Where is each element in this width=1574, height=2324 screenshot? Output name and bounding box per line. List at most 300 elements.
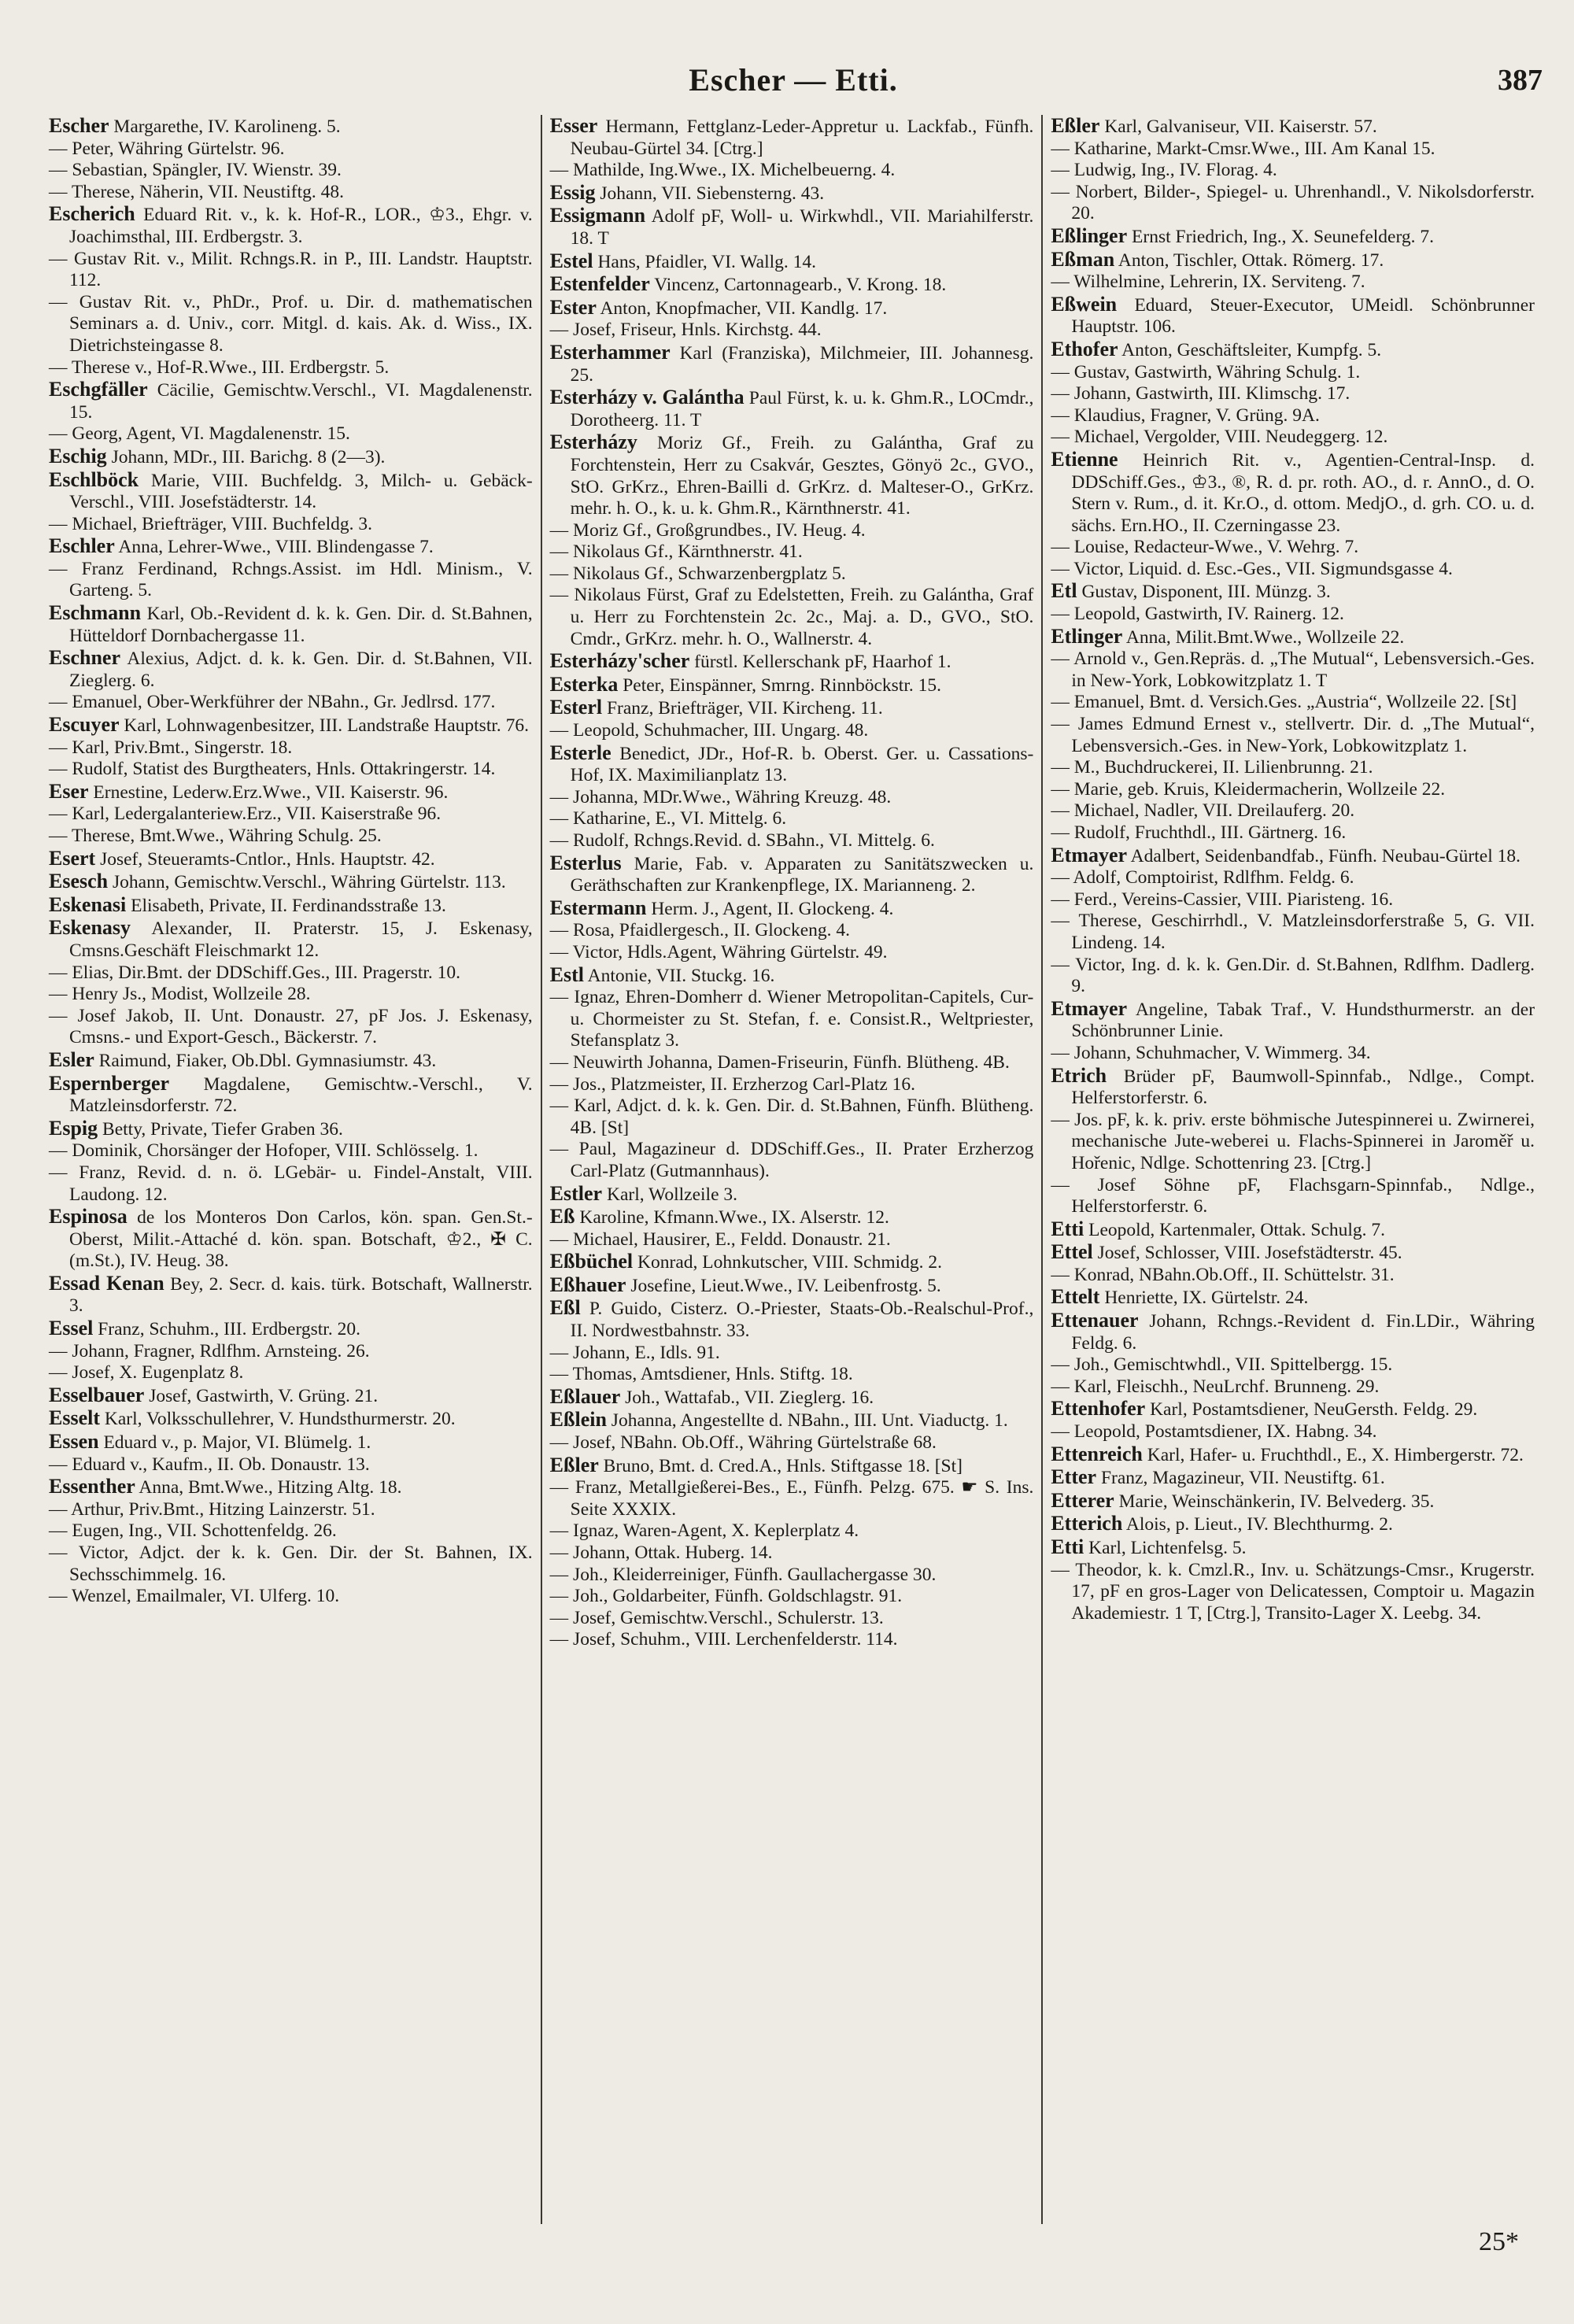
- entry-surname: Esterházy v. Galántha: [549, 386, 745, 409]
- entry-surname: Eßbüchel: [549, 1250, 634, 1273]
- entry-details: — Michael, Briefträger, VIII. Buchfeldg. 3.: [49, 513, 373, 534]
- entry-surname: Escherich: [49, 202, 135, 226]
- entry-details: — Karl, Adjct. d. k. k. Gen. Dir. d. St.Bahnen, Fünfh. Blütheng. 4B. [St]: [549, 1095, 1034, 1138]
- directory-entry: [550, 1229, 1034, 1251]
- entry-details: — Neuwirth Johanna, Damen-Friseurin, Fünfh. Blütheng. 4B.: [549, 1051, 1010, 1073]
- directory-entry: [49, 1317, 533, 1341]
- directory-entry: [49, 602, 533, 647]
- entry-details: Karl, Postamtsdiener, NeuGersth. Feldg. 29.: [1145, 1399, 1478, 1421]
- entry-surname: Essad Kenan: [49, 1271, 164, 1295]
- directory-entry: [550, 563, 1034, 586]
- directory-entry: [49, 647, 533, 692]
- directory-entry: [1051, 1241, 1535, 1265]
- entry-surname: Esterlus: [549, 851, 622, 874]
- entry-surname: Estermann: [549, 896, 647, 919]
- directory-entry: [550, 1364, 1034, 1386]
- entry-details: Peter, Einspänner, Smrng. Rinnböckstr. 15.: [618, 674, 941, 696]
- directory-entry: [550, 1629, 1034, 1651]
- directory-entry: [49, 714, 533, 737]
- directory-entry: [550, 1454, 1034, 1478]
- entry-details: — Konrad, NBahn.Ob.Off., II. Schüttelstr. 31.: [1051, 1264, 1395, 1285]
- directory-entry: [550, 1139, 1034, 1182]
- entry-details: — Louise, Redacteur-Wwe., V. Wehrg. 7.: [1051, 537, 1359, 558]
- directory-entry: [1051, 1536, 1535, 1560]
- entry-details: Marie, Fab. v. Apparaten zu Sanitätszwecken u. Geräthschaften zur Krankenpflege, IX. Marianneng. 2.: [570, 853, 1034, 896]
- entry-details: Cäcilie, Gemischtw.Verschl., VI. Magdalenenstr. 15.: [69, 380, 533, 423]
- column-2: [541, 115, 1042, 2224]
- entry-details: Marie, VIII. Buchfeldg. 3, Milch- u. Gebäck-Verschl., VIII. Josefstädterstr. 14.: [69, 470, 533, 513]
- directory-entry: [49, 870, 533, 894]
- directory-entry: [550, 1432, 1034, 1454]
- directory-entry: [1051, 1218, 1535, 1242]
- directory-entry: [49, 826, 533, 848]
- directory-entry: [1051, 822, 1535, 844]
- entry-details: — Ignaz, Ehren-Domherr d. Wiener Metropolitan-Capitels, Cur- u. Chormeister zu St. Stefan, f. e. Consist.R., Weltpriester, Stefansplatz 3.: [549, 987, 1034, 1051]
- entry-surname: Esesch: [49, 870, 109, 893]
- entry-details: Josef, Schlosser, VIII. Josefstädterstr. 45.: [1092, 1243, 1402, 1264]
- entry-details: — Adolf, Comptoirist, Rdlfhm. Feldg. 6.: [1051, 867, 1354, 889]
- directory-entry: [550, 115, 1034, 160]
- entry-details: — Klaudius, Fragner, V. Grüng. 9A.: [1051, 405, 1320, 426]
- entry-details: Anna, Bmt.Wwe., Hitzing Altg. 18.: [135, 1477, 402, 1498]
- entry-details: — Victor, Adjct. der k. k. Gen. Dir. der St. Bahnen, IX. Sechsschimmelg. 16.: [49, 1543, 533, 1585]
- entry-details: — Ignaz, Waren-Agent, X. Keplerplatz 4.: [549, 1520, 859, 1542]
- entry-details: Franz, Briefträger, VII. Kircheng. 11.: [602, 698, 883, 719]
- entry-details: Josef, Steueramts-Cntlor., Hnls. Hauptstr. 42.: [95, 848, 435, 870]
- running-title: Escher — Etti.: [689, 62, 898, 98]
- entry-details: Johann, Gemischtw.Verschl., Währing Gürtelstr. 113.: [108, 872, 506, 893]
- directory-entry: [550, 160, 1034, 182]
- entry-details: Johann, Rchngs.-Revident d. Fin.LDir., Währing Feldg. 6.: [1071, 1311, 1535, 1354]
- entry-details: — Franz, Revid. d. n. ö. LGebär- u. Findel-Anstalt, VIII. Laudong. 12.: [49, 1162, 533, 1205]
- entry-details: — Jos. pF, k. k. priv. erste böhmische Jutespinnerei u. Zwirnerei, mechanische Jute-weberei u. Flachs-Spinnerei in Jaroměř u. Hořenic, Ndlge. Schottenring 23. [Ctrg.]: [1051, 1109, 1535, 1173]
- directory-entry: [550, 1386, 1034, 1410]
- directory-entry: [550, 1206, 1034, 1229]
- entry-details: Alois, p. Lieut., IV. Blechthurmg. 2.: [1122, 1514, 1393, 1535]
- entry-surname: Ettenhofer: [1051, 1397, 1146, 1421]
- directory-entry: [550, 1586, 1034, 1608]
- entry-surname: Estel: [549, 249, 593, 272]
- entry-surname: Estl: [549, 962, 585, 986]
- entry-details: Franz, Magazineur, VII. Neustiftg. 61.: [1096, 1468, 1385, 1489]
- entry-details: — Katharine, Markt-Cmsr.Wwe., III. Am Kanal 15.: [1051, 138, 1435, 159]
- directory-entry: [550, 1565, 1034, 1587]
- entry-surname: Eschlböck: [49, 467, 139, 491]
- directory-entry: [1051, 383, 1535, 405]
- entry-details: Moriz Gf., Freih. zu Galántha, Graf zu Forchtenstein, Herr zu Csakvár, Gesztes, Gönyö 2c., GVO., StO. GrKrz., Ehren-Bailli d. GrKrz. d. Malteser-O., GrKrz. mehr. h. O., k. u. k. Ghm.R., Kärnthnerstr. 41.: [570, 433, 1034, 519]
- entry-surname: Etmayer: [1051, 996, 1128, 1020]
- directory-entry: [550, 852, 1034, 897]
- entry-details: Ernst Friedrich, Ing., X. Seunefelderg. 7.: [1127, 226, 1434, 247]
- directory-entry: [550, 1520, 1034, 1543]
- directory-entry: [1051, 405, 1535, 427]
- entry-surname: Esterl: [549, 696, 603, 719]
- entry-details: — Karl, Priv.Bmt., Singerstr. 18.: [49, 737, 293, 758]
- directory-entry: [550, 431, 1034, 519]
- entry-details: Anton, Knopfmacher, VII. Kandlg. 17.: [596, 297, 888, 319]
- entry-details: — Josef Söhne pF, Flachsgarn-Spinnfab., Ndlge., Helferstorferstr. 6.: [1051, 1174, 1535, 1217]
- entry-surname: Ethofer: [1051, 337, 1118, 360]
- entry-details: Eduard, Steuer-Executor, UMeidl. Schönbrunner Hauptstr. 106.: [1071, 294, 1535, 338]
- directory-entry: [1051, 225, 1535, 249]
- directory-entry: [550, 1297, 1034, 1342]
- entry-details: — Michael, Vergolder, VIII. Neudeggerg. 12.: [1051, 427, 1388, 448]
- directory-entry: [1051, 626, 1535, 649]
- entry-details: — Johann, Schuhmacher, V. Wimmerg. 34.: [1051, 1042, 1371, 1063]
- entry-surname: Esterházy'scher: [549, 649, 690, 673]
- entry-details: Karl, Wollzeile 3.: [602, 1184, 738, 1205]
- entry-surname: Ettenauer: [1051, 1309, 1139, 1332]
- directory-entry: [550, 1183, 1034, 1206]
- entry-surname: Eßl: [549, 1296, 581, 1320]
- entry-surname: Eßlein: [549, 1408, 607, 1432]
- directory-entry: [49, 182, 533, 204]
- entry-surname: Etti: [1051, 1217, 1084, 1240]
- entry-details: — Rudolf, Fruchthdl., III. Gärtnerg. 16.: [1051, 822, 1347, 843]
- directory-entry: [49, 292, 533, 357]
- directory-entry: [49, 423, 533, 445]
- entry-details: Eduard Rit. v., k. k. Hof-R., LOR., ♔3., Ehgr. v. Joachimsthal, III. Erdbergstr. 3.: [69, 205, 533, 247]
- entry-details: Raimund, Fiaker, Ob.Dbl. Gymnasiumstr. 43.: [94, 1050, 437, 1071]
- entry-details: Hans, Pfaidler, VI. Wallg. 14.: [593, 251, 817, 272]
- directory-entry: [49, 804, 533, 826]
- directory-entry: [1051, 1310, 1535, 1354]
- entry-details: Anton, Tischler, Ottak. Römerg. 17.: [1114, 249, 1384, 271]
- entry-surname: Eßhauer: [549, 1273, 626, 1296]
- entry-details: — Gustav Rit. v., PhDr., Prof. u. Dir. d. mathematischen Seminars a. d. Univ., corr. Mitgl. d. kais. Ak. d. Wiss., IX. Dietrichsteingasse 8.: [49, 291, 533, 356]
- directory-entry: [1051, 1265, 1535, 1287]
- entry-details: — Norbert, Bilder-, Spiegel- u. Uhrenhandl., V. Nikolsdorferstr. 20.: [1051, 181, 1535, 224]
- directory-entry: [1051, 580, 1535, 604]
- entry-details: Konrad, Lohnkutscher, VIII. Schmidg. 2.: [633, 1252, 943, 1273]
- entry-surname: Escher: [49, 115, 109, 137]
- entry-surname: Essig: [549, 180, 596, 204]
- entry-details: Eduard v., p. Major, VI. Blümelg. 1.: [98, 1432, 371, 1454]
- entry-details: Leopold, Kartenmaler, Ottak. Schulg. 7.: [1084, 1219, 1386, 1240]
- directory-entry: [49, 1586, 533, 1608]
- entry-surname: Etti: [1051, 1535, 1084, 1558]
- entry-details: — Karl, Fleischh., NeuLrchf. Brunneng. 29.: [1051, 1376, 1380, 1397]
- entry-surname: Essigmann: [549, 204, 646, 227]
- directory-entry: [49, 1476, 533, 1499]
- entry-details: Josefine, Lieut.Wwe., IV. Leibenfrostg. 5.: [626, 1275, 941, 1296]
- entry-details: — Emanuel, Bmt. d. Versich.Ges. „Austria“, Wollzeile 22. [St]: [1051, 692, 1517, 713]
- directory-entry: [550, 897, 1034, 921]
- entry-details: — Wilhelmine, Lehrerin, IX. Serviteng. 7.: [1051, 272, 1365, 293]
- directory-entry: [550, 1052, 1034, 1074]
- directory-entry: [49, 469, 533, 514]
- entry-details: — Therese, Geschirrhdl., V. Matzleinsdorferstraße 5, G. VII. Lindeng. 14.: [1051, 911, 1535, 953]
- entry-details: — Johann, Gastwirth, III. Klimschg. 17.: [1051, 383, 1350, 405]
- entry-surname: Eßwein: [1051, 292, 1118, 316]
- entry-surname: Etlinger: [1051, 624, 1123, 648]
- directory-entry: [550, 1074, 1034, 1096]
- entry-details: Alexius, Adjct. d. k. k. Gen. Dir. d. St.Bahnen, VII. Zieglerg. 6.: [69, 648, 533, 691]
- entry-surname: Essenther: [49, 1475, 135, 1498]
- directory-entry: [1051, 1376, 1535, 1398]
- entry-details: — Victor, Liquid. d. Esc.-Ges., VII. Sigmundsgasse 4.: [1051, 558, 1453, 579]
- directory-entry: [49, 379, 533, 423]
- directory-entry: [49, 1006, 533, 1049]
- entry-details: — Dominik, Chorsänger der Hofoper, VIII. Schlösselg. 1.: [49, 1140, 478, 1162]
- directory-entry: [1051, 779, 1535, 801]
- entry-surname: Eschig: [49, 444, 107, 467]
- entry-surname: Esler: [49, 1047, 94, 1071]
- directory-entry: [550, 720, 1034, 742]
- entry-details: — Johann, E., Idls. 91.: [549, 1342, 720, 1363]
- entry-details: — Rudolf, Rchngs.Revid. d. SBahn., VI. Mittelg. 6.: [549, 830, 935, 851]
- directory-entry: [1051, 692, 1535, 714]
- directory-entry: [49, 781, 533, 804]
- entry-details: P. Guido, Cisterz. O.-Priester, Staats-Ob.-Realschul-Prof., II. Nordwestbahnstr. 33.: [570, 1299, 1034, 1342]
- directory-entry: [49, 160, 533, 182]
- directory-entry: [1051, 115, 1535, 139]
- directory-entry: [1051, 998, 1535, 1043]
- directory-entry: [49, 1140, 533, 1162]
- entry-surname: Eßman: [1051, 247, 1115, 271]
- directory-entry: [49, 115, 533, 139]
- entry-details: Betty, Private, Tiefer Graben 36.: [98, 1118, 343, 1140]
- entry-details: — Eduard v., Kaufm., II. Ob. Donaustr. 13.: [49, 1454, 370, 1475]
- entry-details: — Gustav Rit. v., Milit. Rchngs.R. in P., III. Landstr. Hauptstr. 112.: [49, 248, 533, 291]
- directory-entry: [1051, 844, 1535, 868]
- directory-columns: [41, 115, 1543, 2224]
- directory-entry: [49, 1384, 533, 1408]
- entry-details: Magdalene, Gemischtw.-Verschl., V. Matzleinsdorferstr. 72.: [69, 1073, 533, 1117]
- column-3: [1041, 115, 1543, 2224]
- entry-details: — Jos., Platzmeister, II. Erzherzog Carl-Platz 16.: [549, 1073, 916, 1095]
- directory-entry: [550, 1409, 1034, 1432]
- entry-details: — Emanuel, Ober-Werkführer der NBahn., Gr. Jedlrsd. 177.: [49, 692, 496, 713]
- directory-entry: [1051, 1398, 1535, 1421]
- directory-entry: [550, 1343, 1034, 1365]
- entry-details: Paul Fürst, k. u. k. Ghm.R., LOCmdr., Dorotheerg. 11. T: [570, 388, 1034, 430]
- entry-details: — Joh., Gemischtwhdl., VII. Spittelbergg. 15.: [1051, 1354, 1393, 1376]
- directory-entry: [49, 357, 533, 379]
- entry-details: Gustav, Disponent, III. Münzg. 3.: [1077, 582, 1331, 603]
- entry-surname: Etter: [1051, 1465, 1097, 1489]
- entry-details: — M., Buchdruckerei, II. Lilienbrunng. 21.: [1051, 757, 1373, 778]
- entry-details: — Moriz Gf., Großgrundbes., IV. Heug. 4.: [549, 519, 866, 541]
- directory-entry: [1051, 955, 1535, 998]
- entry-details: — Nikolaus Gf., Schwarzenbergplatz 5.: [549, 563, 846, 584]
- entry-details: — Leopold, Schuhmacher, III. Ungarg. 48.: [549, 720, 869, 741]
- entry-details: Henriette, IX. Gürtelstr. 24.: [1099, 1288, 1309, 1309]
- entry-details: — Sebastian, Spängler, IV. Wienstr. 39.: [49, 160, 342, 181]
- directory-entry: [550, 342, 1034, 386]
- entry-details: — Leopold, Postamtsdiener, IX. Habng. 34.: [1051, 1421, 1377, 1443]
- entry-details: Antonie, VII. Stuckg. 16.: [584, 965, 775, 986]
- entry-surname: Eschner: [49, 646, 120, 670]
- entry-details: Elisabeth, Private, II. Ferdinandsstraße 13.: [126, 895, 446, 916]
- entry-details: — Henry Js., Modist, Wollzeile 28.: [49, 984, 311, 1005]
- entry-details: Bruno, Bmt. d. Cred.A., Hnls. Stiftgasse 18. [St]: [598, 1455, 963, 1476]
- entry-surname: Eßler: [1051, 115, 1100, 137]
- directory-entry: [49, 445, 533, 469]
- entry-details: — Ferd., Vereins-Cassier, VIII. Piaristeng. 16.: [1051, 889, 1394, 910]
- directory-entry: [49, 559, 533, 602]
- entry-details: — Therese, Bmt.Wwe., Währing Schulg. 25.: [49, 826, 382, 846]
- entry-details: — Gustav, Gastwirth, Währing Schulg. 1.: [1051, 361, 1361, 382]
- directory-entry: [550, 182, 1034, 205]
- directory-entry: [1051, 1490, 1535, 1513]
- entry-details: — Joh., Goldarbeiter, Fünfh. Goldschlagstr. 91.: [549, 1586, 903, 1607]
- entry-details: Benedict, JDr., Hof-R. b. Oberst. Ger. u. Cassations-Hof, IX. Maximilianplatz 13.: [570, 743, 1034, 786]
- entry-details: — Georg, Agent, VI. Magdalenenstr. 15.: [49, 423, 350, 445]
- entry-details: Adalbert, Seidenbandfab., Fünfh. Neubau-Gürtel 18.: [1127, 845, 1520, 866]
- directory-entry: [1051, 714, 1535, 757]
- directory-entry: [49, 1454, 533, 1476]
- entry-surname: Eßler: [549, 1453, 599, 1476]
- directory-entry: [1051, 559, 1535, 581]
- directory-entry: [49, 249, 533, 292]
- entry-details: Brüder pF, Baumwoll-Spinnfab., Ndlge., Compt. Helferstorferstr. 6.: [1071, 1066, 1535, 1109]
- entry-details: — Nikolaus Gf., Kärnthnerstr. 41.: [549, 541, 803, 563]
- entry-details: — Josef, NBahn. Ob.Off., Währing Gürtelstraße 68.: [549, 1432, 937, 1454]
- entry-details: Margarethe, IV. Karolineng. 5.: [109, 116, 341, 137]
- directory-entry: [49, 1341, 533, 1363]
- entry-surname: Eßlauer: [549, 1384, 621, 1408]
- directory-entry: [550, 787, 1034, 809]
- directory-entry: [49, 1543, 533, 1586]
- directory-entry: [550, 585, 1034, 650]
- directory-entry: [49, 848, 533, 871]
- directory-entry: [1051, 338, 1535, 362]
- directory-entry: [1051, 1286, 1535, 1310]
- directory-entry: [1051, 139, 1535, 161]
- directory-entry: [49, 1162, 533, 1206]
- directory-entry: [1051, 249, 1535, 272]
- entry-details: — Arnold v., Gen.Repräs. d. „The Mutual“, Lebensversich.-Ges. in New-York, Lobkowitzplatz 1. T: [1051, 648, 1535, 691]
- directory-entry: [1051, 604, 1535, 626]
- column-1: [41, 115, 541, 2224]
- directory-entry: [1051, 160, 1535, 182]
- entry-surname: Etrich: [1051, 1063, 1107, 1087]
- entry-details: — Victor, Hdls.Agent, Währing Gürtelstr. 49.: [549, 941, 888, 962]
- directory-entry: [550, 1251, 1034, 1274]
- entry-details: Johann, VII. Siebensterng. 43.: [595, 183, 825, 204]
- directory-entry: [1051, 867, 1535, 889]
- entry-details: — Michael, Nadler, VII. Dreilauferg. 20.: [1051, 800, 1355, 822]
- entry-details: — Elias, Dir.Bmt. der DDSchiff.Ges., III. Pragerstr. 10.: [49, 962, 461, 983]
- entry-details: — Johanna, MDr.Wwe., Währing Kreuzg. 48.: [549, 786, 892, 807]
- entry-details: Karl, Galvaniseur, VII. Kaiserstr. 57.: [1099, 116, 1377, 137]
- entry-surname: Estler: [549, 1181, 603, 1205]
- entry-details: Johanna, Angestellte d. NBahn., III. Unt. Viaductg. 1.: [606, 1410, 1008, 1432]
- entry-details: — Franz, Metallgießerei-Bes., E., Fünfh. Pelzg. 675. ☛ S. Ins. Seite XXXIX.: [549, 1477, 1034, 1520]
- directory-entry: [550, 1274, 1034, 1298]
- entry-details: — Nikolaus Fürst, Graf zu Edelstetten, Freih. zu Galántha, Graf u. Herr zu Forchtenstein 2c. 2c., Maj. a. D., GVO., StO. Cmdr., GrKrz. mehr. h. O., Wallnerstr. 4.: [549, 585, 1034, 649]
- entry-surname: Escuyer: [49, 713, 120, 737]
- entry-surname: Eser: [49, 779, 89, 803]
- directory-entry: [1051, 648, 1535, 692]
- entry-details: de los Monteros Don Carlos, kön. span. Gen.St.-Oberst, Milit.-Attaché d. kön. span. Botschaft, ♔2., ✠ C. (m.St.), IV. Heug. 38.: [69, 1207, 533, 1272]
- directory-entry: [550, 674, 1034, 697]
- entry-surname: Eßlinger: [1051, 224, 1128, 247]
- entry-surname: Ester: [549, 295, 597, 319]
- entry-details: — Therese, Näherin, VII. Neustiftg. 48.: [49, 181, 345, 202]
- entry-details: — Eugen, Ing., VII. Schottenfeldg. 26.: [49, 1520, 337, 1542]
- directory-entry: [49, 1431, 533, 1454]
- directory-entry: [1051, 294, 1535, 338]
- directory-entry: [1051, 889, 1535, 911]
- directory-entry: [550, 830, 1034, 852]
- directory-entry: [1051, 1421, 1535, 1443]
- signature-mark: 25*: [1479, 2227, 1519, 2256]
- directory-entry: [550, 1477, 1034, 1520]
- entry-details: — Arthur, Priv.Bmt., Hitzing Lainzerstr. 51.: [49, 1498, 375, 1520]
- entry-details: Bey, 2. Secr. d. kais. türk. Botschaft, Wallnerstr. 3.: [69, 1273, 533, 1317]
- entry-surname: Etmayer: [1051, 843, 1128, 866]
- entry-details: — Johann, Ottak. Huberg. 14.: [549, 1543, 773, 1563]
- directory-entry: [49, 1499, 533, 1521]
- directory-entry: [550, 964, 1034, 988]
- entry-surname: Esselbauer: [49, 1383, 145, 1406]
- directory-entry: [1051, 362, 1535, 384]
- directory-entry: [550, 920, 1034, 942]
- directory-entry: [1051, 272, 1535, 294]
- entry-details: Karl, Volksschullehrer, V. Hundsthurmerstr. 20.: [100, 1409, 456, 1430]
- directory-entry: [550, 273, 1034, 297]
- directory-entry: [550, 1608, 1034, 1630]
- directory-entry: [49, 535, 533, 559]
- directory-entry: [49, 1118, 533, 1141]
- entry-details: — Theodor, k. k. Cmzl.R., Inv. u. Schätzungs-Cmsr., Krugerstr. 17, pF en gros-Lager von Delicatessen, Comptoir u. Magazin Akademiestr. 1 T, [Ctrg.], Transito-Lager X. Leebg. 34.: [1051, 1559, 1535, 1624]
- directory-entry: [550, 942, 1034, 964]
- entry-surname: Eschgfäller: [49, 378, 148, 401]
- entry-details: — Leopold, Gastwirth, IV. Rainerg. 12.: [1051, 604, 1344, 625]
- entry-surname: Eskenasi: [49, 892, 127, 916]
- entry-details: Karoline, Kfmann.Wwe., IX. Alserstr. 12.: [575, 1207, 889, 1229]
- directory-entry: [49, 759, 533, 781]
- entry-details: — Josef, X. Eugenplatz 8.: [49, 1362, 244, 1384]
- entry-details: — Rosa, Pfaidlergesch., II. Glockeng. 4.: [549, 920, 851, 941]
- entry-surname: Estenfelder: [549, 272, 650, 296]
- directory-entry: [1051, 757, 1535, 779]
- directory-entry: [49, 1073, 533, 1118]
- entry-surname: Ettenreich: [1051, 1442, 1143, 1465]
- directory-entry: [1051, 1175, 1535, 1218]
- entry-details: Karl, Hafer- u. Fruchthdl., E., X. Himbergerstr. 72.: [1142, 1444, 1524, 1465]
- directory-entry: [550, 808, 1034, 830]
- directory-entry: [1051, 1466, 1535, 1490]
- directory-entry: [49, 962, 533, 985]
- page-number: 387: [1498, 64, 1543, 97]
- entry-details: — Joh., Kleiderreiniger, Fünfh. Gaullachergasse 30.: [549, 1564, 937, 1585]
- directory-entry: [49, 1362, 533, 1384]
- entry-details: — Peter, Währing Gürtelstr. 96.: [49, 138, 285, 159]
- entry-details: — Mathilde, Ing.Wwe., IX. Michelbeuerng. 4.: [549, 160, 896, 181]
- entry-details: — Thomas, Amtsdiener, Hnls. Stiftg. 18.: [549, 1364, 853, 1385]
- directory-entry: [49, 1273, 533, 1317]
- entry-details: Marie, Weinschänkerin, IV. Belvederg. 35.: [1114, 1491, 1435, 1512]
- entry-details: Hermann, Fettglanz-Leder-Appretur u. Lackfab., Fünfh. Neubau-Gürtel 34. [Ctrg.]: [570, 116, 1034, 159]
- entry-details: — Rudolf, Statist des Burgtheaters, Hnls. Ottakringerstr. 14.: [49, 759, 496, 780]
- directory-entry: [1051, 1110, 1535, 1175]
- entry-surname: Eß: [549, 1205, 575, 1229]
- directory-entry: [49, 1520, 533, 1543]
- entry-surname: Espernberger: [49, 1071, 170, 1095]
- entry-details: — Josef, Friseur, Hnls. Kirchstg. 44.: [549, 320, 822, 341]
- entry-surname: Esselt: [49, 1406, 100, 1430]
- entry-details: Herm. J., Agent, II. Glockeng. 4.: [646, 898, 894, 919]
- entry-details: — Karl, Ledergalanteriew.Erz., VII. Kaiserstraße 96.: [49, 804, 442, 825]
- entry-surname: Esser: [549, 115, 598, 137]
- directory-entry: [49, 894, 533, 918]
- directory-entry: [1051, 182, 1535, 225]
- entry-details: — Josef, Schuhm., VIII. Lerchenfelderstr. 114.: [549, 1629, 898, 1650]
- directory-entry: [550, 520, 1034, 542]
